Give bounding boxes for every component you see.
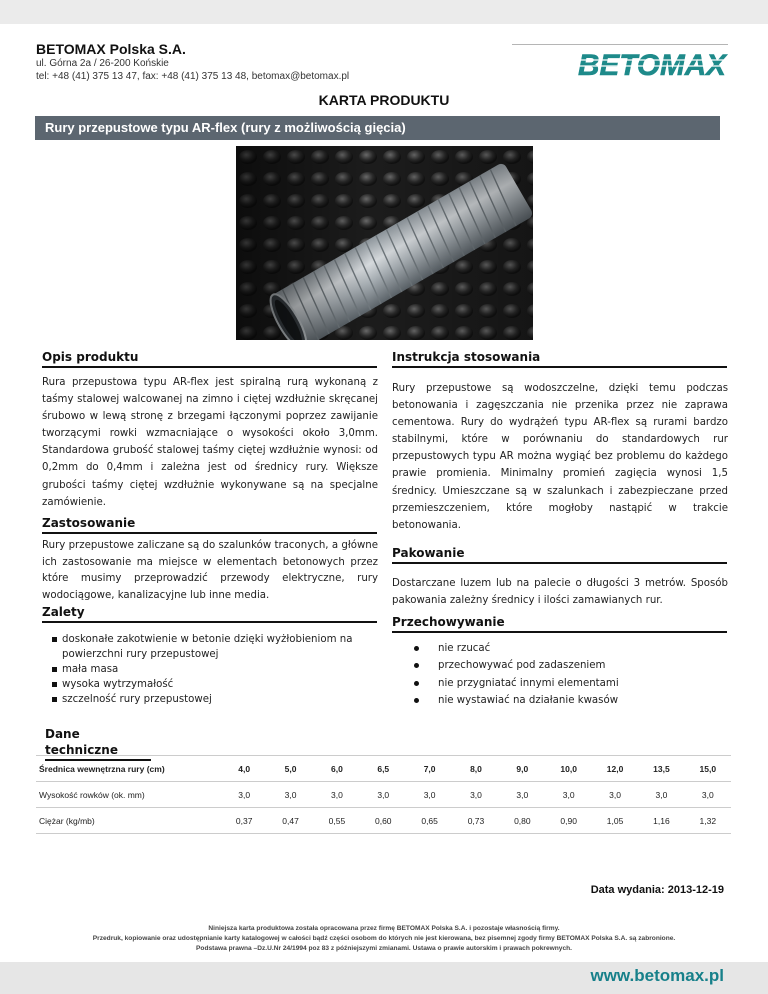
table-cell: 3,0 xyxy=(470,789,482,800)
list-item: mała masa xyxy=(50,662,380,677)
table-cell: 0,73 xyxy=(467,815,485,826)
table-cell: 0,90 xyxy=(560,815,577,826)
document-title: KARTA PRODUKTU xyxy=(318,92,450,108)
text-zastosowanie: Rury przepustowe zaliczane są do szalunków traconych, a główne ich zastosowanie ma miejsce w elementach betonowych przez które musimy przeprowadzić przewody elektryczne, rury wodociągowe, kanalizacyjne lub inne media. xyxy=(42,540,378,601)
table-cell: 3,0 xyxy=(609,789,621,800)
issue-date: Data wydania: 2013-12-19 xyxy=(590,884,724,896)
tech-table xyxy=(36,755,731,834)
table-cell: 15,0 xyxy=(699,763,717,774)
table-cell: 9,0 xyxy=(516,763,529,774)
product-banner: Rury przepustowe typu AR-flex (rury z możliwością gięcia) xyxy=(35,116,720,140)
text-pakowanie: Dostarczane luzem lub na palecie o długości 3 metrów. Sposób pakowania zależny średnicy i ilości zamawianych rur. xyxy=(392,578,728,606)
table-cell: 6,0 xyxy=(330,763,343,774)
footer-line: Przedruk, kopiowanie oraz udostępnianie karty katalogowej w całości bądź części osobom do których nie jest kierowana, bez pisemnej zgody firmy BETOMAX Polska S.A. są zabronione. xyxy=(92,935,676,942)
table-cell: 3,0 xyxy=(562,789,575,800)
table-cell: 3,0 xyxy=(284,789,297,800)
list-item: szczelność rury przepustowej xyxy=(50,692,380,707)
company-name: BETOMAX Polska S.A. xyxy=(36,41,186,57)
website-link[interactable]: www.betomax.pl xyxy=(590,966,724,985)
company-info xyxy=(36,41,349,83)
list-item: przechowywać pod zadaszeniem xyxy=(414,657,619,674)
heading-pakowanie: Pakowanie xyxy=(392,545,727,564)
table-row xyxy=(36,782,731,808)
list-item: wysoka wytrzymałość xyxy=(50,677,380,692)
table-cell: 4,0 xyxy=(238,763,251,774)
row-label: Ciężar (kg/mb) xyxy=(39,815,95,826)
table-cell: 3,0 xyxy=(423,789,436,800)
table-cell: 3,0 xyxy=(655,789,668,800)
row-label: Wysokość rowków (ok. mm) xyxy=(39,789,145,800)
company-contact: tel: +48 (41) 375 13 47, fax: +48 (41) 375 13 48, betomax@betomax.pl xyxy=(36,71,350,82)
top-band xyxy=(0,0,768,24)
table-cell: 3,0 xyxy=(701,789,714,800)
table-cell: 0,47 xyxy=(282,815,299,826)
table-cell: 0,80 xyxy=(514,815,531,826)
table-cell: 1,16 xyxy=(653,815,670,826)
footer-line: Niniejsza karta produktowa została opracowana przez firmę BETOMAX Polska S.A. i pozostaje własnością firmy. xyxy=(208,925,560,932)
heading-tech: Dane techniczne xyxy=(45,726,151,761)
text-instrukcja: Rury przepustowe są wodoszczelne, dzięki temu podczas betonowania i zagęszczania nie przenika przez nie zaprawa cementowa. Rury do wydrążeń typu AR-flex są rurami bardzo stabilnymi, które w porównaniu do standardowych rur przepustowych typu AR można wygiąć bez problemu do każdego prawie promienia. Minimalny promień zagięcia wynosi 1,5 średnicy. Umieszczane są w szalunkach i zabezpieczane przed przemieszczeniem, które mogłoby nastąpić w trakcie betonowania. xyxy=(392,383,728,531)
table-cell: 5,0 xyxy=(284,763,297,774)
przechowywanie-list xyxy=(414,640,619,709)
table-cell: 3,0 xyxy=(516,789,529,800)
footer-line: Podstawa prawna –Dz.U.Nr 24/1994 poz 83 z późniejszymi zmianami. Ustawa o prawie autorskim i prawach pokrewnych. xyxy=(196,945,572,952)
table-row xyxy=(36,756,731,782)
table-cell: 0,65 xyxy=(421,815,438,826)
text-opis: Rura przepustowa typu AR-flex jest spiralną rurą wykonaną z taśmy stalowej walcowanej na zimno i ciętej wzdłużnie skręcanej śrubowo w lewą stronę z brzegami łączonymi poprzez zawijanie tworzącymi rowki wzmacniające o wysokości około 3,0mm. Standardowa grubość stalowej taśmy ciętej wzdłużnie wynosi: od 0,2mm do 0,4mm i zależna jest od średnicy rury. Większe grubości taśmy ciętej wzdłużnie wykonywane są na specjalne zamówienie. xyxy=(42,377,378,508)
list-item: nie rzucać xyxy=(414,640,619,657)
logo-rule xyxy=(512,44,728,45)
list-item: nie wystawiać na działanie kwasów xyxy=(414,692,619,709)
list-item: nie przygniatać innymi elementami xyxy=(414,675,619,692)
table-cell: 10,0 xyxy=(560,763,577,774)
heading-zalety: Zalety xyxy=(42,604,377,623)
table-cell: 0,37 xyxy=(235,815,253,826)
svg-text:BETOMAX: BETOMAX xyxy=(578,49,728,82)
company-address: ul. Górna 2a / 26-200 Końskie xyxy=(36,58,169,69)
heading-opis: Opis produktu xyxy=(42,349,377,368)
heading-zastosowanie: Zastosowanie xyxy=(42,515,377,534)
table-cell: 1,32 xyxy=(699,815,717,826)
heading-instrukcja: Instrukcja stosowania xyxy=(392,349,727,368)
row-label: Średnica wewnętrzna rury (cm) xyxy=(39,763,165,774)
table-cell: 0,55 xyxy=(328,815,346,826)
table-cell: 6,5 xyxy=(377,763,390,774)
list-item: doskonałe zakotwienie w betonie dzięki wyżłobieniom na powierzchni rury przepustowej xyxy=(50,632,380,662)
zalety-list xyxy=(50,632,380,707)
table-cell: 1,05 xyxy=(606,815,624,826)
table-cell: 13,5 xyxy=(653,763,670,774)
table-cell: 0,60 xyxy=(374,815,392,826)
table-cell: 3,0 xyxy=(377,789,390,800)
table-cell: 3,0 xyxy=(238,789,251,800)
legal-footer xyxy=(0,924,768,954)
betomax-logo xyxy=(576,46,728,82)
heading-przechowywanie: Przechowywanie xyxy=(392,614,727,633)
table-cell: 7,0 xyxy=(423,763,436,774)
product-photo xyxy=(236,146,533,340)
table-row xyxy=(36,808,731,834)
table-cell: 3,0 xyxy=(330,789,343,800)
table-cell: 8,0 xyxy=(470,763,482,774)
table-cell: 12,0 xyxy=(606,763,624,774)
